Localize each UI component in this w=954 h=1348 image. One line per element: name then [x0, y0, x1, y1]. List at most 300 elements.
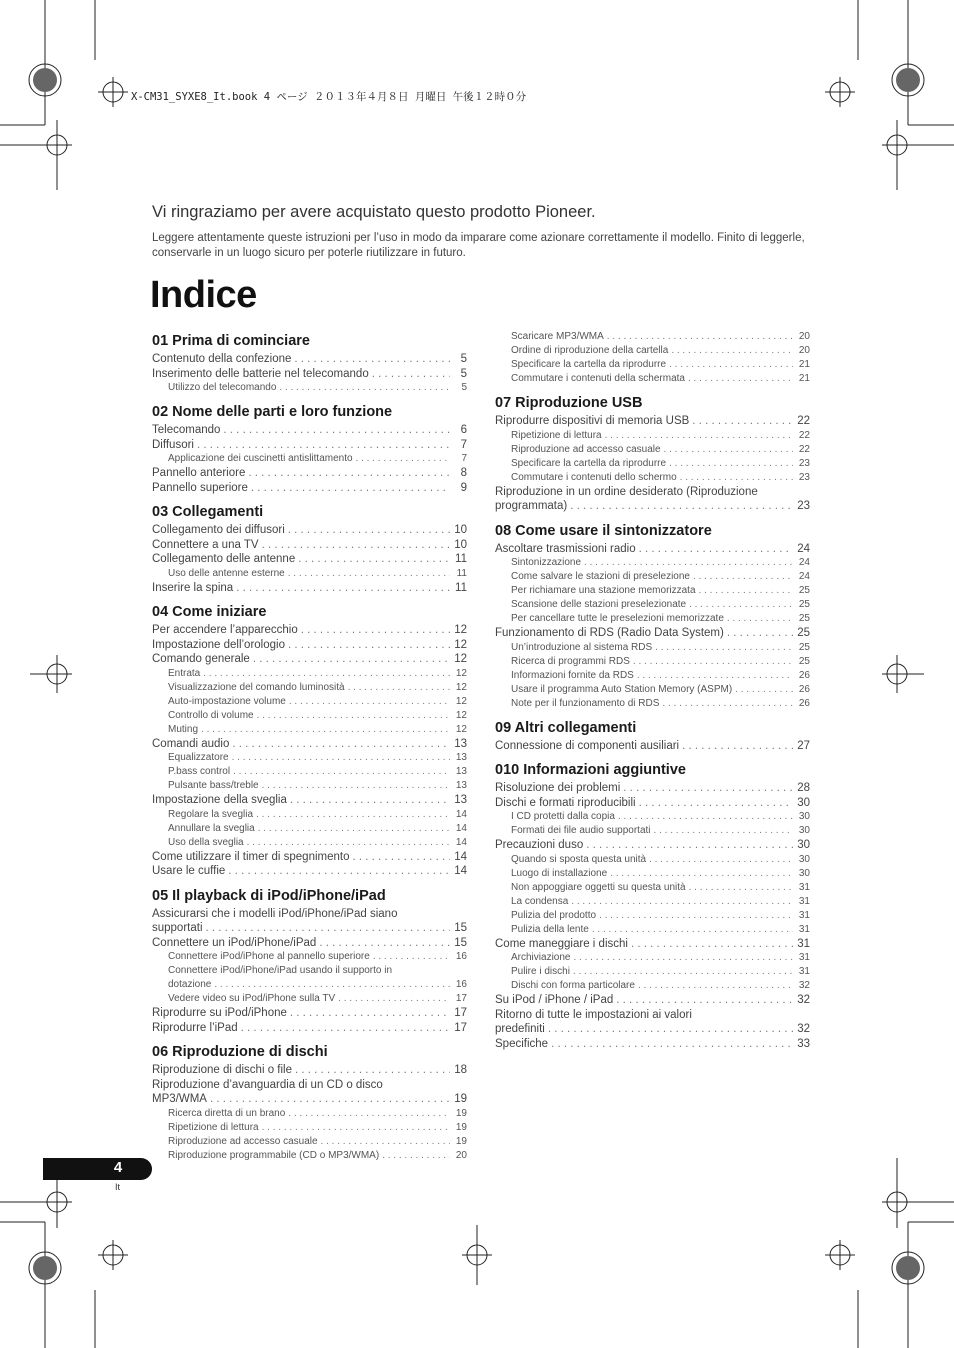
toc-subentry[interactable] — [495, 358, 810, 372]
toc-leader-dots — [214, 978, 450, 992]
toc-entry-text: Riproduzione di dischi o file — [152, 1064, 292, 1076]
toc-leader-dots — [373, 950, 450, 964]
toc-subentry[interactable] — [495, 965, 810, 979]
toc-leader-dots — [241, 1021, 450, 1036]
toc-entry-text: Riprodurre l’iPad — [152, 1021, 238, 1034]
toc-entry-text: Commutare i contenuti della schermata — [511, 373, 685, 384]
toc-page-number: 25 — [797, 627, 810, 639]
toc-entry[interactable] — [152, 538, 467, 553]
toc-leader-dots — [662, 697, 793, 711]
toc-subentry[interactable] — [152, 964, 467, 978]
toc-entry-text: Ripetizione di lettura — [168, 1121, 259, 1133]
toc-subentry[interactable] — [152, 723, 467, 737]
toc-entry-text: Ripetizione di lettura — [511, 429, 602, 441]
toc-entry-text: Ricerca di programmi RDS — [511, 655, 630, 667]
toc-page-number: 14 — [455, 822, 467, 834]
toc-entry[interactable] — [495, 542, 810, 557]
toc-entry-text: predefiniti — [495, 1023, 545, 1035]
toc-subentry[interactable] — [152, 667, 467, 681]
toc-page-number: 31 — [798, 909, 810, 921]
toc-subentry[interactable] — [495, 669, 810, 683]
toc-subentry[interactable] — [152, 1121, 467, 1135]
toc-entry-text: Entrata — [168, 667, 201, 679]
toc-page-number: 23 — [797, 500, 810, 512]
toc-entry-text: supportati — [152, 922, 203, 934]
toc-leader-dots — [288, 1107, 450, 1121]
toc-entry[interactable] — [152, 737, 467, 752]
toc-entry[interactable] — [152, 438, 467, 453]
toc-entry-text: Informazioni fornite da RDS — [511, 669, 634, 681]
toc-entry-text: Comandi audio — [152, 737, 230, 750]
toc-entry[interactable] — [152, 850, 467, 865]
toc-page-number: 19 — [455, 1121, 467, 1133]
toc-page-number: 12 — [455, 667, 467, 679]
toc-page-number: 12 — [455, 681, 467, 693]
toc-entry-text: Collegamento delle antenne — [152, 553, 296, 565]
toc-entry[interactable] — [495, 781, 810, 796]
toc-entry[interactable] — [495, 1008, 810, 1023]
toc-entry-text: Dischi e formati riproducibili — [495, 796, 636, 809]
toc-leader-dots — [295, 1063, 450, 1078]
toc-entry-text: Per accendere l’apparecchio — [152, 624, 298, 636]
toc-entry-text: Muting — [168, 723, 199, 735]
toc-leader-dots — [692, 414, 793, 429]
toc-subentry[interactable] — [495, 881, 810, 895]
toc-entry[interactable] — [152, 623, 467, 638]
toc-entry-text: Scansione delle stazioni preselezionate — [511, 599, 687, 610]
toc-leader-dots — [257, 709, 450, 723]
toc-leader-dots — [290, 793, 450, 808]
toc-page-number: 11 — [455, 581, 467, 594]
toc-entry[interactable] — [152, 423, 467, 438]
toc-leader-dots — [372, 367, 450, 382]
toc-page-number: 25 — [798, 641, 810, 653]
page-number-tab — [43, 1158, 152, 1180]
toc-page-number: 7 — [460, 438, 467, 451]
toc-leader-dots — [262, 1121, 450, 1135]
toc-page-number: 14 — [454, 865, 467, 877]
toc-entry-text: Pulizia della lente — [511, 923, 589, 935]
toc-entry-text: Comando generale — [152, 653, 250, 665]
toc-leader-dots — [248, 466, 450, 481]
toc-entry-text: Controllo di volume — [168, 709, 254, 721]
toc-entry[interactable] — [495, 937, 810, 952]
toc-entry-text: Luogo di installazione — [511, 867, 608, 879]
toc-leader-dots — [571, 895, 793, 909]
toc-entry-text: Connettere a una TV — [152, 538, 259, 551]
toc-subentry[interactable] — [495, 697, 810, 711]
toc-leader-dots — [203, 667, 450, 681]
toc-entry-text: Vedere video su iPod/iPhone sulla TV — [168, 993, 336, 1004]
toc-page-number: 21 — [798, 373, 810, 384]
toc-entry-text: Formati dei file audio supportati — [511, 825, 651, 836]
toc-leader-dots — [655, 641, 793, 655]
toc-leader-dots — [262, 779, 450, 793]
toc-subentry[interactable] — [495, 853, 810, 867]
intro-title: Vi ringraziamo per avere acquistato questo prodotto Pioneer. — [152, 203, 596, 221]
toc-leader-dots — [637, 669, 793, 683]
toc-leader-dots — [654, 824, 793, 838]
toc-leader-dots — [348, 681, 450, 695]
toc-entry-text: Uso della sveglia — [168, 836, 244, 848]
toc-page-number: 27 — [797, 739, 810, 752]
toc-leader-dots — [680, 471, 793, 485]
section-title: 03 Collegamenti — [152, 504, 264, 520]
toc-page-number: 15 — [454, 922, 467, 934]
toc-entry[interactable] — [152, 523, 467, 538]
section-title: 04 Come iniziare — [152, 604, 267, 620]
toc-entry[interactable] — [152, 638, 467, 653]
toc-leader-dots — [301, 623, 450, 638]
toc-subentry[interactable] — [152, 1135, 467, 1149]
toc-entry-text: Diffusori — [152, 438, 194, 451]
toc-subentry[interactable] — [495, 443, 810, 457]
toc-subentry[interactable] — [495, 457, 810, 471]
toc-page-number: 23 — [798, 457, 810, 469]
toc-entry[interactable] — [152, 907, 467, 922]
toc-subentry[interactable] — [495, 556, 810, 570]
toc-subentry[interactable] — [495, 612, 810, 626]
toc-subentry[interactable] — [152, 822, 467, 836]
toc-leader-dots — [253, 652, 450, 667]
toc-entry[interactable] — [152, 921, 467, 936]
toc-entry[interactable] — [152, 1092, 467, 1107]
toc-subentry[interactable] — [495, 570, 810, 584]
toc-leader-dots — [288, 523, 450, 538]
toc-subentry[interactable] — [495, 867, 810, 881]
toc-entry-text: La condensa — [511, 895, 569, 907]
toc-subentry[interactable] — [152, 452, 467, 466]
toc-leader-dots — [294, 352, 450, 367]
toc-subentry[interactable] — [495, 810, 810, 824]
toc-entry-text: Applicazione dei cuscinetti antislittamento — [168, 453, 353, 464]
toc-page-number: 32 — [798, 980, 810, 991]
toc-entry[interactable] — [495, 993, 810, 1008]
toc-entry[interactable] — [152, 466, 467, 481]
toc-entry-text: Impostazione dell’orologio — [152, 638, 285, 651]
toc-page-number: 30 — [798, 853, 810, 865]
toc-leader-dots — [223, 423, 450, 438]
toc-subentry[interactable] — [495, 598, 810, 612]
toc-page-number: 19 — [455, 1135, 467, 1147]
toc-column-left — [152, 332, 467, 1163]
toc-leader-dots — [289, 695, 450, 709]
toc-entry[interactable] — [495, 739, 810, 754]
toc-entry-text: Note per il funzionamento di RDS — [511, 697, 660, 709]
toc-leader-dots — [639, 542, 793, 557]
toc-page-number: 16 — [455, 951, 467, 962]
toc-leader-dots — [233, 765, 450, 779]
toc-entry-text: Come maneggiare i dischi — [495, 937, 628, 950]
toc-leader-dots — [573, 965, 793, 979]
toc-column-right — [495, 330, 810, 1051]
toc-entry-text: Riprodurre dispositivi di memoria USB — [495, 415, 690, 427]
toc-entry-text: Connessione di componenti ausiliari — [495, 739, 680, 752]
toc-page-number: 19 — [455, 1107, 467, 1119]
toc-entry-text: Telecomando — [152, 424, 221, 436]
toc-subentry[interactable] — [495, 923, 810, 937]
section-title: 01 Prima di cominciare — [152, 333, 310, 349]
toc-entry-text: Equalizzatore — [168, 752, 229, 763]
toc-page-number: 8 — [460, 467, 467, 479]
page-title: Indice — [150, 274, 257, 316]
toc-page-number: 13 — [455, 780, 467, 791]
toc-page-number: 12 — [454, 638, 467, 651]
toc-entry-text: P.bass control — [168, 766, 231, 777]
toc-subentry[interactable] — [495, 330, 810, 344]
toc-leader-dots — [689, 881, 793, 895]
toc-entry[interactable] — [495, 838, 810, 853]
toc-entry-text: Riproduzione programmabile (CD o MP3/WMA) — [168, 1149, 380, 1161]
toc-entry[interactable] — [152, 652, 467, 667]
toc-entry[interactable] — [152, 864, 467, 879]
toc-leader-dots — [592, 923, 793, 937]
toc-subentry[interactable] — [152, 709, 467, 723]
print-header: X-CM31_SYXE8_It.book 4 ページ ２０１３年４月８日 月曜日 午後１２時０分 — [131, 91, 527, 103]
toc-page-number: 26 — [798, 697, 810, 709]
toc-page-number: 21 — [798, 359, 810, 370]
toc-entry[interactable] — [495, 499, 810, 514]
toc-leader-dots — [232, 737, 450, 752]
toc-entry[interactable] — [495, 485, 810, 500]
toc-page-number: 20 — [798, 345, 810, 356]
toc-subentry[interactable] — [495, 584, 810, 598]
toc-leader-dots — [599, 909, 793, 923]
toc-leader-dots — [607, 330, 793, 344]
toc-entry-text: Connettere iPod/iPhone al pannello superiore — [168, 951, 370, 962]
toc-entry-text: Pannello anteriore — [152, 467, 246, 479]
toc-entry-text: Specifiche — [495, 1037, 549, 1050]
toc-leader-dots — [689, 598, 793, 612]
toc-subentry[interactable] — [152, 751, 467, 765]
section-title: 02 Nome delle parti e loro funzione — [152, 404, 393, 420]
toc-leader-dots — [356, 452, 450, 466]
toc-subentry[interactable] — [152, 836, 467, 850]
intro-text: Leggere attentamente queste istruzioni per l’uso in modo da imparare come azionare correttamente il modello. Finito di leggerle, conservarle in un luogo sicuro per poterle riutilizzare in futuro. — [152, 232, 805, 259]
toc-page-number: 7 — [461, 453, 467, 464]
toc-entry[interactable] — [495, 414, 810, 429]
toc-page-number: 9 — [460, 481, 467, 494]
toc-leader-dots — [382, 1149, 450, 1163]
toc-entry[interactable] — [152, 1006, 467, 1021]
toc-entry-text: Quando si sposta questa unità — [511, 853, 647, 865]
toc-leader-dots — [288, 638, 450, 653]
toc-leader-dots — [210, 1092, 450, 1107]
toc-entry[interactable] — [495, 626, 810, 641]
toc-page-number: 13 — [454, 794, 467, 806]
toc-page-number: 30 — [798, 867, 810, 879]
toc-page-number: 19 — [454, 1093, 467, 1105]
toc-entry[interactable] — [152, 793, 467, 808]
toc-subentry[interactable] — [152, 992, 467, 1006]
section-title: 07 Riproduzione USB — [495, 395, 643, 411]
toc-entry[interactable] — [495, 1037, 810, 1052]
toc-leader-dots — [256, 808, 450, 822]
toc-page-number: 17 — [454, 1021, 467, 1034]
toc-page-number: 11 — [456, 567, 467, 579]
toc-entry-text: Ritorno di tutte le impostazioni ai valori — [495, 1008, 692, 1021]
toc-entry[interactable] — [152, 1063, 467, 1078]
toc-entry-text: Usare il programma Auto Station Memory (ASPM) — [511, 683, 733, 695]
toc-subentry[interactable] — [152, 978, 467, 992]
toc-leader-dots — [279, 381, 450, 395]
toc-subentry[interactable] — [495, 344, 810, 358]
toc-leader-dots — [206, 921, 450, 936]
toc-entry-text: Un’introduzione al sistema RDS — [511, 641, 653, 653]
toc-entry-text: Riprodurre su iPod/iPhone — [152, 1007, 287, 1019]
toc-page-number: 6 — [460, 424, 467, 436]
toc-subentry[interactable] — [495, 655, 810, 669]
section-title: 05 Il playback di iPod/iPhone/iPad — [152, 887, 386, 904]
toc-entry[interactable] — [152, 581, 467, 596]
toc-leader-dots — [338, 992, 450, 1006]
toc-page-number: 20 — [455, 1149, 467, 1161]
toc-leader-dots — [290, 1006, 450, 1021]
toc-leader-dots — [584, 556, 793, 570]
toc-subentry[interactable] — [495, 824, 810, 838]
toc-subentry[interactable] — [495, 683, 810, 697]
toc-entry-text: Pulsante bass/treble — [168, 780, 259, 791]
toc-leader-dots — [669, 358, 793, 372]
toc-page-number: 14 — [454, 850, 467, 863]
toc-page-number: 25 — [798, 655, 810, 667]
toc-entry-text: Su iPod / iPhone / iPad — [495, 994, 614, 1006]
toc-entry[interactable] — [495, 796, 810, 811]
toc-entry-text: Precauzioni duso — [495, 839, 584, 851]
toc-leader-dots — [631, 937, 793, 952]
toc-leader-dots — [610, 867, 793, 881]
toc-subentry[interactable] — [495, 429, 810, 443]
toc-leader-dots — [201, 723, 450, 737]
toc-page-number: 13 — [455, 766, 467, 777]
toc-page-number: 17 — [455, 993, 467, 1004]
toc-page-number: 16 — [455, 979, 467, 990]
toc-entry-text: Come utilizzare il timer di spegnimento — [152, 850, 350, 863]
toc-page-number: 10 — [454, 524, 467, 536]
toc-entry-text: Riproduzione ad accesso casuale — [168, 1135, 318, 1147]
toc-entry-text: Visualizzazione del comando luminosità — [168, 681, 345, 693]
toc-page-number: 25 — [798, 585, 810, 596]
toc-page-number: 14 — [455, 808, 467, 820]
toc-subentry[interactable] — [495, 471, 810, 485]
toc-leader-dots — [727, 626, 793, 641]
toc-page-number: 5 — [461, 382, 467, 393]
toc-entry[interactable] — [152, 1078, 467, 1093]
toc-entry-text: Usare le cuffie — [152, 865, 226, 877]
section-title: 06 Riproduzione di dischi — [152, 1044, 328, 1060]
toc-leader-dots — [573, 951, 793, 965]
toc-entry[interactable] — [152, 367, 467, 382]
toc-entry-text: Contenuto della confezione — [152, 353, 292, 365]
toc-page-number: 24 — [798, 557, 810, 568]
toc-leader-dots — [669, 457, 793, 471]
section-title: 010 Informazioni aggiuntive — [495, 762, 686, 778]
toc-subentry[interactable] — [152, 950, 467, 964]
toc-leader-dots — [638, 979, 793, 993]
toc-page-number: 12 — [455, 709, 467, 721]
toc-subentry[interactable] — [152, 765, 467, 779]
toc-leader-dots — [693, 570, 793, 584]
toc-subentry[interactable] — [495, 895, 810, 909]
toc-subentry[interactable] — [495, 641, 810, 655]
toc-entry-text: Archiviazione — [511, 952, 571, 963]
toc-leader-dots — [664, 443, 793, 457]
toc-leader-dots — [699, 584, 793, 598]
toc-page-number: 17 — [454, 1007, 467, 1019]
toc-subentry[interactable] — [152, 381, 467, 395]
toc-subentry[interactable] — [152, 1107, 467, 1121]
toc-subentry[interactable] — [152, 695, 467, 709]
toc-entry-text: Riproduzione d’avanguardia di un CD o disco — [152, 1078, 383, 1091]
toc-leader-dots — [671, 344, 793, 358]
toc-page-number: 11 — [455, 553, 467, 565]
toc-subentry[interactable] — [152, 567, 467, 581]
toc-subentry[interactable] — [152, 779, 467, 793]
toc-leader-dots — [258, 822, 450, 836]
toc-entry[interactable] — [152, 481, 467, 496]
toc-entry-text: MP3/WMA — [152, 1093, 207, 1105]
toc-page-number: 31 — [797, 937, 810, 950]
toc-leader-dots — [727, 612, 793, 626]
toc-leader-dots — [735, 683, 793, 697]
toc-leader-dots — [228, 864, 450, 879]
toc-entry-text: Per cancellare tutte le preselezioni memorizzate — [511, 613, 724, 624]
toc-page-number: 12 — [454, 653, 467, 665]
toc-page-number: 24 — [797, 542, 810, 555]
toc-page-number: 24 — [798, 571, 810, 582]
toc-entry-text: programmata) — [495, 500, 568, 512]
toc-entry[interactable] — [152, 1021, 467, 1036]
toc-subentry[interactable] — [495, 951, 810, 965]
toc-page-number: 10 — [454, 538, 467, 551]
toc-page-number: 14 — [455, 836, 467, 848]
toc-page-number: 5 — [460, 367, 467, 380]
toc-entry[interactable] — [495, 1022, 810, 1037]
toc-page-number: 13 — [455, 752, 467, 763]
toc-subentry[interactable] — [152, 1149, 467, 1163]
toc-leader-dots — [586, 838, 793, 853]
toc-leader-dots — [321, 1135, 450, 1149]
toc-subentry[interactable] — [495, 979, 810, 993]
toc-subentry[interactable] — [495, 372, 810, 386]
toc-page-number: 30 — [797, 796, 810, 809]
toc-leader-dots — [319, 936, 450, 951]
toc-entry-text: Connettere iPod/iPhone/iPad usando il supporto in — [168, 965, 393, 976]
toc-leader-dots — [197, 438, 450, 453]
toc-page-number: 31 — [798, 952, 810, 963]
toc-entry-text: Connettere un iPod/iPhone/iPad — [152, 936, 317, 949]
toc-entry[interactable] — [152, 352, 467, 367]
toc-leader-dots — [232, 751, 450, 765]
toc-entry[interactable] — [152, 552, 467, 567]
toc-leader-dots — [353, 850, 451, 865]
toc-entry-text: Pulire i dischi — [511, 966, 570, 977]
toc-entry-text: Regolare la sveglia — [168, 808, 254, 820]
toc-page-number: 12 — [454, 624, 467, 636]
toc-subentry[interactable] — [495, 909, 810, 923]
toc-page-number: 30 — [797, 839, 810, 851]
toc-entry[interactable] — [152, 936, 467, 951]
toc-subentry[interactable] — [152, 808, 467, 822]
toc-page-number: 31 — [798, 881, 810, 893]
toc-entry-text: Inserire la spina — [152, 581, 234, 594]
toc-page-number: 25 — [798, 613, 810, 624]
toc-subentry[interactable] — [152, 681, 467, 695]
toc-page-number: 26 — [798, 683, 810, 695]
toc-leader-dots — [251, 481, 450, 496]
toc-entry-text: Utilizzo del telecomando — [168, 382, 277, 393]
toc-entry-text: Ordine di riproduzione della cartella — [511, 345, 669, 356]
